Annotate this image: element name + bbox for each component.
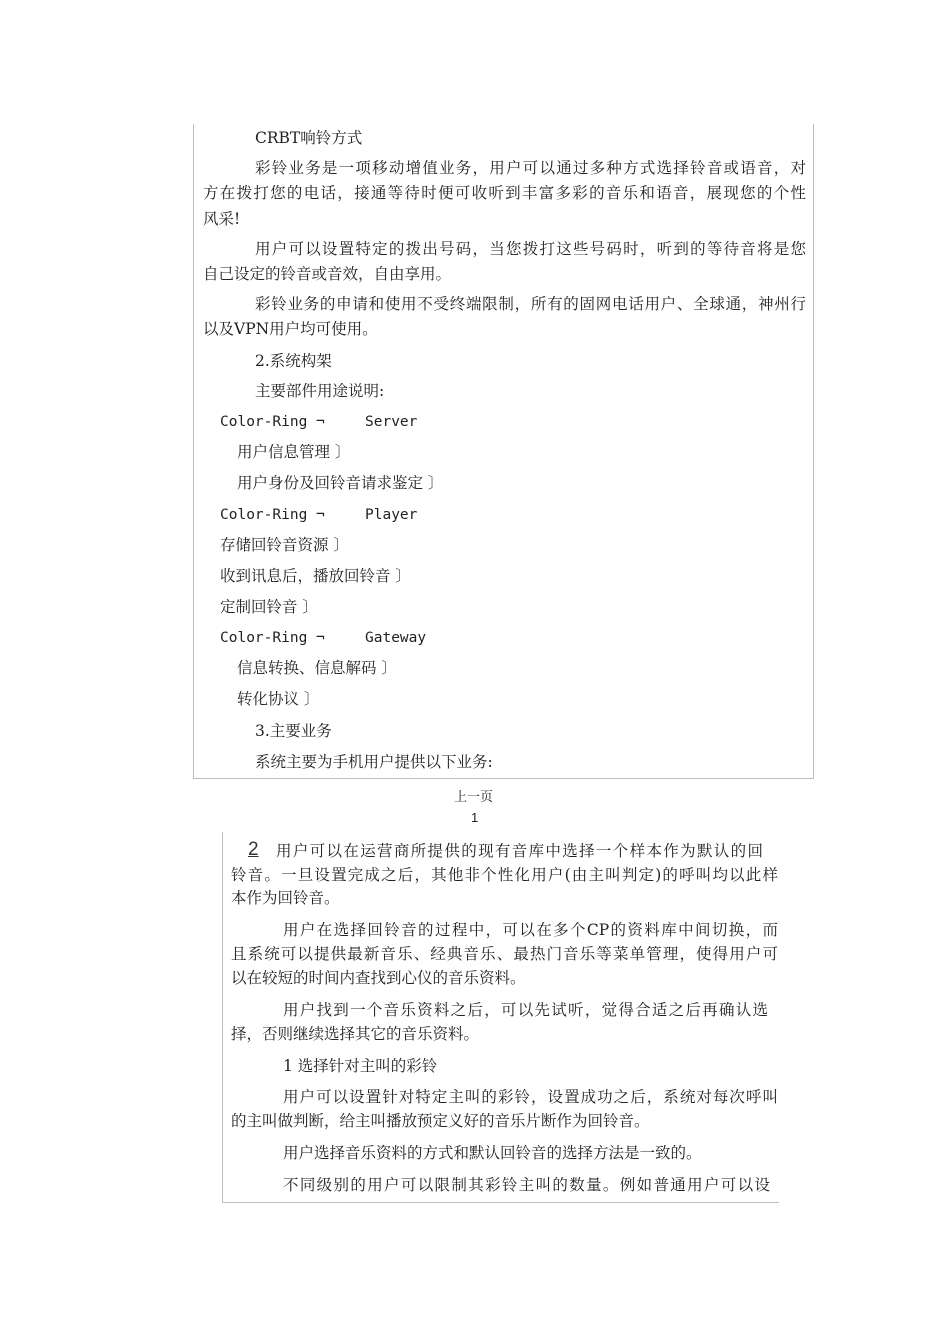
paragraph-line: 彩铃业务的申请和使用不受终端限制，所有的固网电话用户、全球通，神州行 — [255, 295, 806, 313]
paragraph-line: 系统主要为手机用户提供以下业务: — [255, 753, 493, 771]
paragraph-line: 用户可以设置特定的拨出号码，当您拨打这些号码时，听到的等待音将是您 — [255, 240, 806, 258]
component-label: Color-Ring ¬ — [220, 630, 325, 646]
list-item: 用户信息管理 〕 — [237, 443, 351, 461]
paragraph-line: 不同级别的用户可以限制其彩铃主叫的数量。例如普通用户可以设 — [283, 1176, 770, 1194]
list-item: 信息转换、信息解码 〕 — [237, 659, 397, 677]
prev-page-link[interactable]: 上一页 — [454, 789, 494, 804]
section-heading-architecture: 2.系统构架 — [255, 352, 332, 370]
paragraph-line: 以在较短的时间内查找到心仪的音乐资料。 — [231, 969, 526, 987]
page-2-number: 2 — [248, 839, 259, 860]
list-item: 定制回铃音 〕 — [220, 598, 318, 616]
paragraph-line: 风采! — [203, 210, 241, 228]
section-heading-crbt: CRBT响铃方式 — [255, 129, 363, 147]
paragraph-line: 用户可以在运营商所提供的现有音库中选择一个样本作为默认的回 — [276, 842, 763, 860]
list-item: 存储回铃音资源 〕 — [220, 536, 349, 554]
subsection-heading: 1 选择针对主叫的彩铃 — [283, 1057, 438, 1075]
component-name: Gateway — [365, 630, 427, 646]
paragraph-line: 择，否则继续选择其它的音乐资料。 — [231, 1025, 480, 1043]
list-item: 转化协议 〕 — [237, 690, 320, 708]
paragraph-line: 方在拨打您的电话，接通等待时便可收听到丰富多彩的音乐和语音，展现您的个性 — [203, 184, 806, 202]
paragraph-line: 铃音。一旦设置完成之后，其他非个性化用户(由主叫判定)的呼叫均以此样 — [231, 866, 778, 884]
paragraph-line: 彩铃业务是一项移动增值业务，用户可以通过多种方式选择铃音或语音，对 — [255, 159, 806, 177]
paragraph-line: 本作为回铃音。 — [231, 889, 340, 907]
component-name: Player — [365, 507, 418, 523]
paragraph-line: 用户可以设置针对特定主叫的彩铃，设置成功之后，系统对每次呼叫 — [283, 1088, 778, 1106]
list-item: 收到讯息后，播放回铃音 〕 — [220, 567, 411, 585]
section-heading-services: 3.主要业务 — [255, 722, 332, 740]
paragraph-line: 且系统可以提供最新音乐、经典音乐、最热门音乐等菜单管理，使得用户可 — [231, 945, 778, 963]
paragraph-line: 用户在选择回铃音的过程中，可以在多个CP的资料库中间切换，而 — [283, 921, 778, 939]
paragraph-line: 主要部件用途说明: — [255, 382, 385, 400]
paragraph-line: 用户选择音乐资料的方式和默认回铃音的选择方法是一致的。 — [283, 1144, 702, 1162]
paragraph-line: 以及VPN用户均可使用。 — [203, 320, 378, 338]
paragraph-line: 的主叫做判断，给主叫播放预定义好的音乐片断作为回铃音。 — [231, 1112, 650, 1130]
paragraph-line: 自己设定的铃音或音效，自由享用。 — [203, 265, 452, 283]
paragraph-line: 用户找到一个音乐资料之后，可以先试听，觉得合适之后再确认选 — [283, 1001, 768, 1019]
component-name: Server — [365, 414, 418, 430]
component-label: Color-Ring ¬ — [220, 414, 325, 430]
page-number: 1 — [471, 810, 479, 825]
component-label: Color-Ring ¬ — [220, 507, 325, 523]
list-item: 用户身份及回铃音请求鉴定 〕 — [237, 474, 444, 492]
